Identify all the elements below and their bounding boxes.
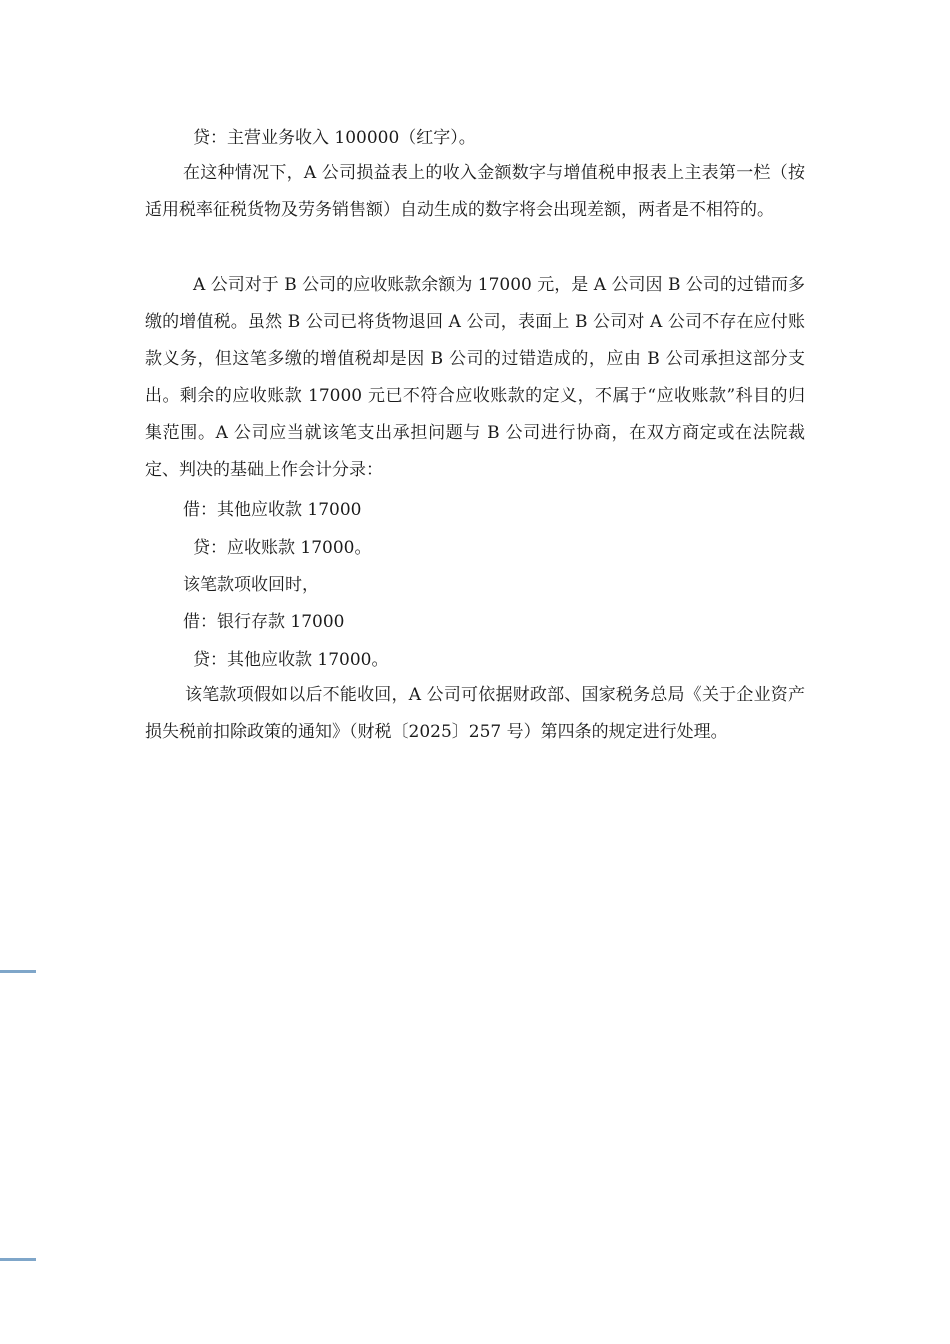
paragraph-revenue-mismatch: 在这种情况下，A 公司损益表上的收入金额数字与增值税申报表上主表第一栏（按适用税率征税货物及劳务销售额）自动生成的数字将会出现差额，两者是不相符的。 (145, 163, 805, 220)
journal-entry-credit-revenue: 贷：主营业务收入 100000（红字）。 (193, 128, 476, 148)
journal-entry-debit-bank-deposit: 借：银行存款 17000 (183, 612, 345, 632)
journal-entry-credit-receivable: 贷：应收账款 17000。 (193, 538, 372, 558)
paragraph-receivable-explanation: A 公司对于 B 公司的应收账款余额为 17000 元，是 A 公司因 B 公司的过错而多缴的增值税。虽然 B 公司已将货物退回 A 公司，表面上 B 公司对 A 公司不存在应付账款义务，但这笔多缴的增值税却是因 B 公司的过错造成的，应由 B 公司承担这部分支出。剩余的应收账款 17000 元已不符合应收账款的定义，不属于“应收账款”科目的归集范围。A 公司应当就该笔支出承担问题与 B 公司进行协商，在双方商定或在法院裁定、判决的基础上作会计分录： (145, 275, 805, 480)
margin-rule-lower (0, 1258, 36, 1261)
paragraph-collection-note: 该笔款项收回时， (183, 575, 319, 595)
margin-rule-upper (0, 970, 36, 973)
journal-entry-debit-other-receivable: 借：其他应收款 17000 (183, 500, 362, 520)
journal-entry-credit-other-receivable: 贷：其他应收款 17000。 (193, 650, 389, 670)
paragraph-loss-treatment: 该笔款项假如以后不能收回，A 公司可依据财政部、国家税务总局《关于企业资产损失税前扣除政策的通知》（财税〔2025〕257 号）第四条的规定进行处理。 (145, 685, 805, 742)
